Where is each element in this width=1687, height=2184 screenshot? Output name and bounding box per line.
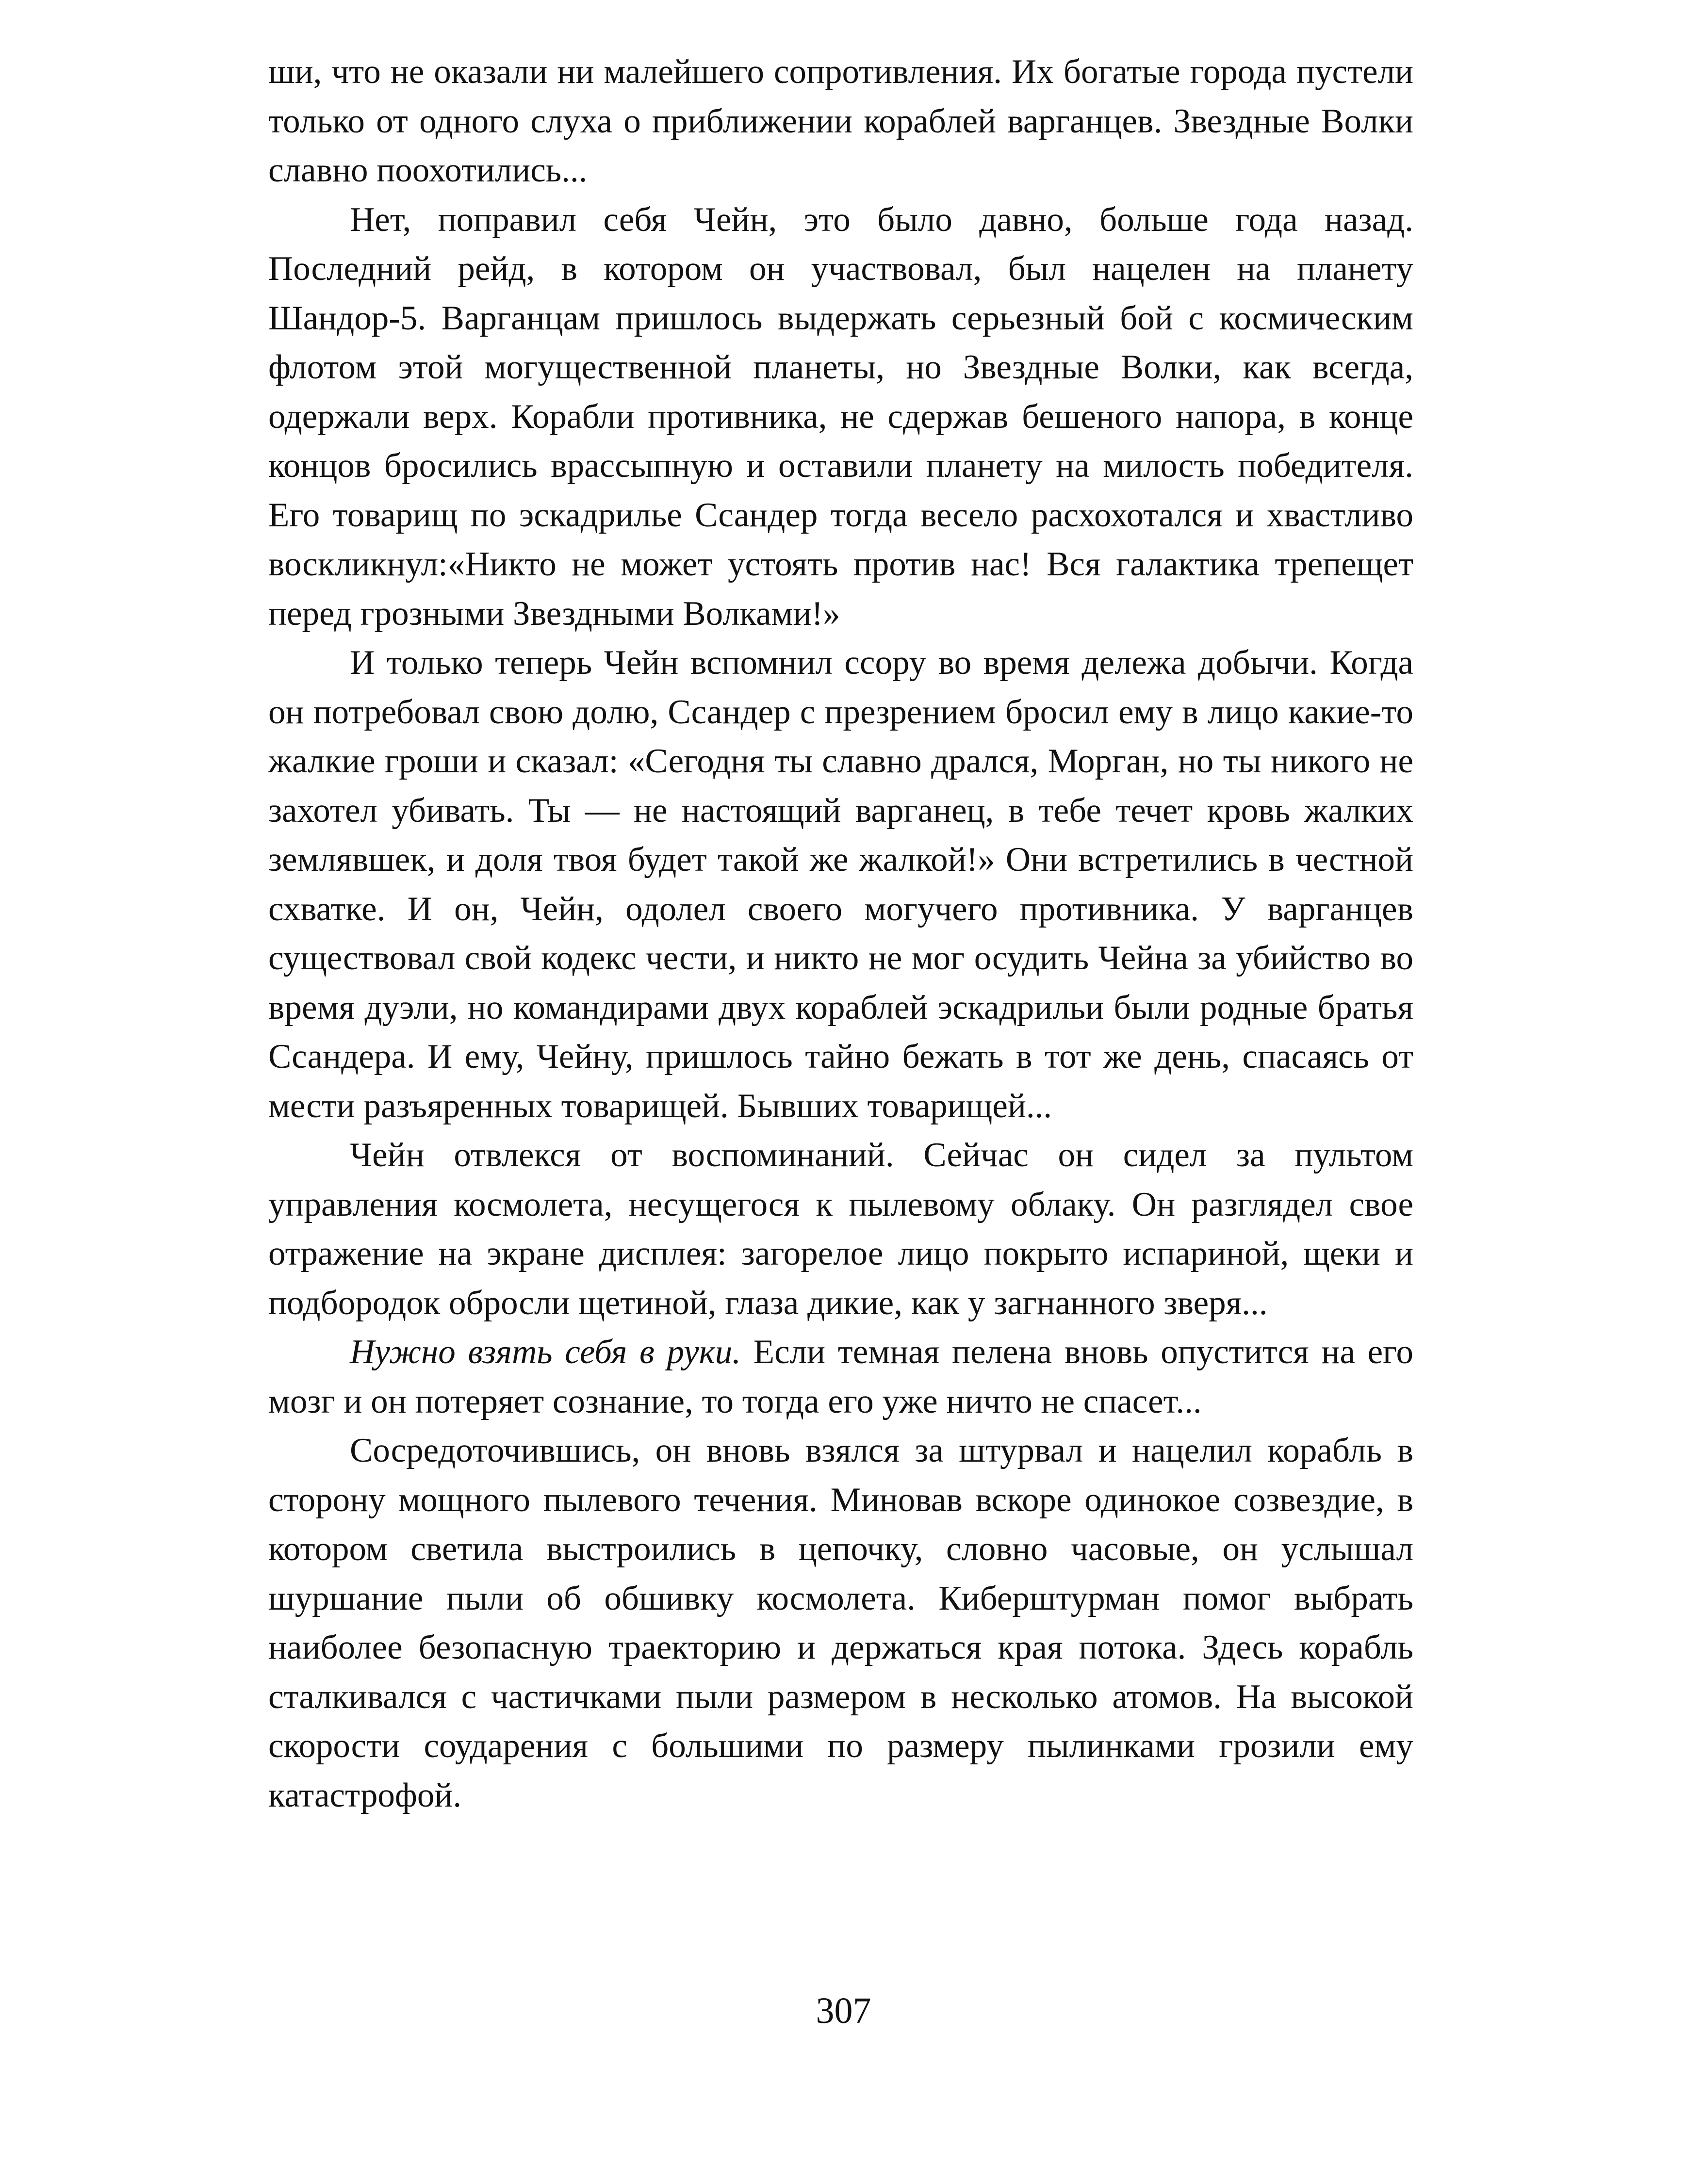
- paragraph-4: Чейн отвлекся от воспоминаний. Сейчас он сидел за пультом управления космолета, несущегося к пылевому облаку. Он разглядел свое отражение на экране дисплея: загорелое лицо покрыто испариной, щеки и подбородок обросли щетиной, глаза дикие, как у загнанного зверя...: [268, 1136, 1413, 1322]
- paragraph-1: ши, что не оказали ни малейшего сопротивления. Их богатые города пустели только от одного слуха о приближении кораблей варганцев. Звездные Волки славно поохотились...: [268, 53, 1413, 189]
- paragraph-5-body: Если темная пелена вновь опустится на его мозг и он потеряет сознание, то тогда его уже ничто не спасет...: [268, 1333, 1413, 1420]
- paragraph-3: И только теперь Чейн вспомнил ссору во время дележа добычи. Когда он потребовал свою долю, Ссандер с презрением бросил ему в лицо какие-то жалкие гроши и сказал: «Сегодня ты славно дрался, Морган, но ты никого не захотел убивать. Ты — не настоящий варганец, в тебе течет кровь жалких землявшек, и доля твоя будет такой же жалкой!» Они встретились в честной схватке. И он, Чейн, одолел своего могучего противника. У варганцев существовал свой кодекс чести, и никто не мог осудить Чейна за убийство во время дуэли, но командирами двух кораблей эскадрильи были родные братья Ссандера. И ему, Чейну, пришлось тайно бежать в тот же день, спасаясь от мести разъяренных товарищей. Бывших товарищей...: [268, 644, 1413, 1125]
- paragraph-5: [268, 1328, 1413, 1426]
- page-number: 307: [816, 1990, 871, 2031]
- paragraph-6: Сосредоточившись, он вновь взялся за штурвал и нацелил корабль в сторону мощного пылевого течения. Миновав вскоре одинокое созвездие, в котором светила выстроились в цепочку, словно часовые, он услышал шуршание пыли об обшивку космолета. Киберштурман помог выбрать наиболее безопасную траекторию и держаться края потока. Здесь корабль сталкивался с частичками пыли размером в несколько атомов. На высокой скорости соударения с большими по размеру пылинками грозили ему катастрофой.: [268, 1432, 1413, 1814]
- italic-lead: Нужно взять себя в руки.: [350, 1333, 741, 1371]
- page-text: [268, 48, 1413, 1820]
- paragraph-2: Нет, поправил себя Чейн, это было давно, больше года назад. Последний рейд, в котором он участвовал, был нацелен на планету Шандор-5. Варганцам пришлось выдержать серьезный бой с космическим флотом этой могущественной планеты, но Звездные Волки, как всегда, одержали верх. Корабли противника, не сдержав бешеного напора, в конце концов бросились врассыпную и оставили планету на милость победителя. Его товарищ по эскадрилье Ссандер тогда весело расхохотался и хвастливо воскликнул:«Никто не может устоять против нас! Вся галактика трепещет перед грозными Звездными Волками!»: [268, 200, 1413, 633]
